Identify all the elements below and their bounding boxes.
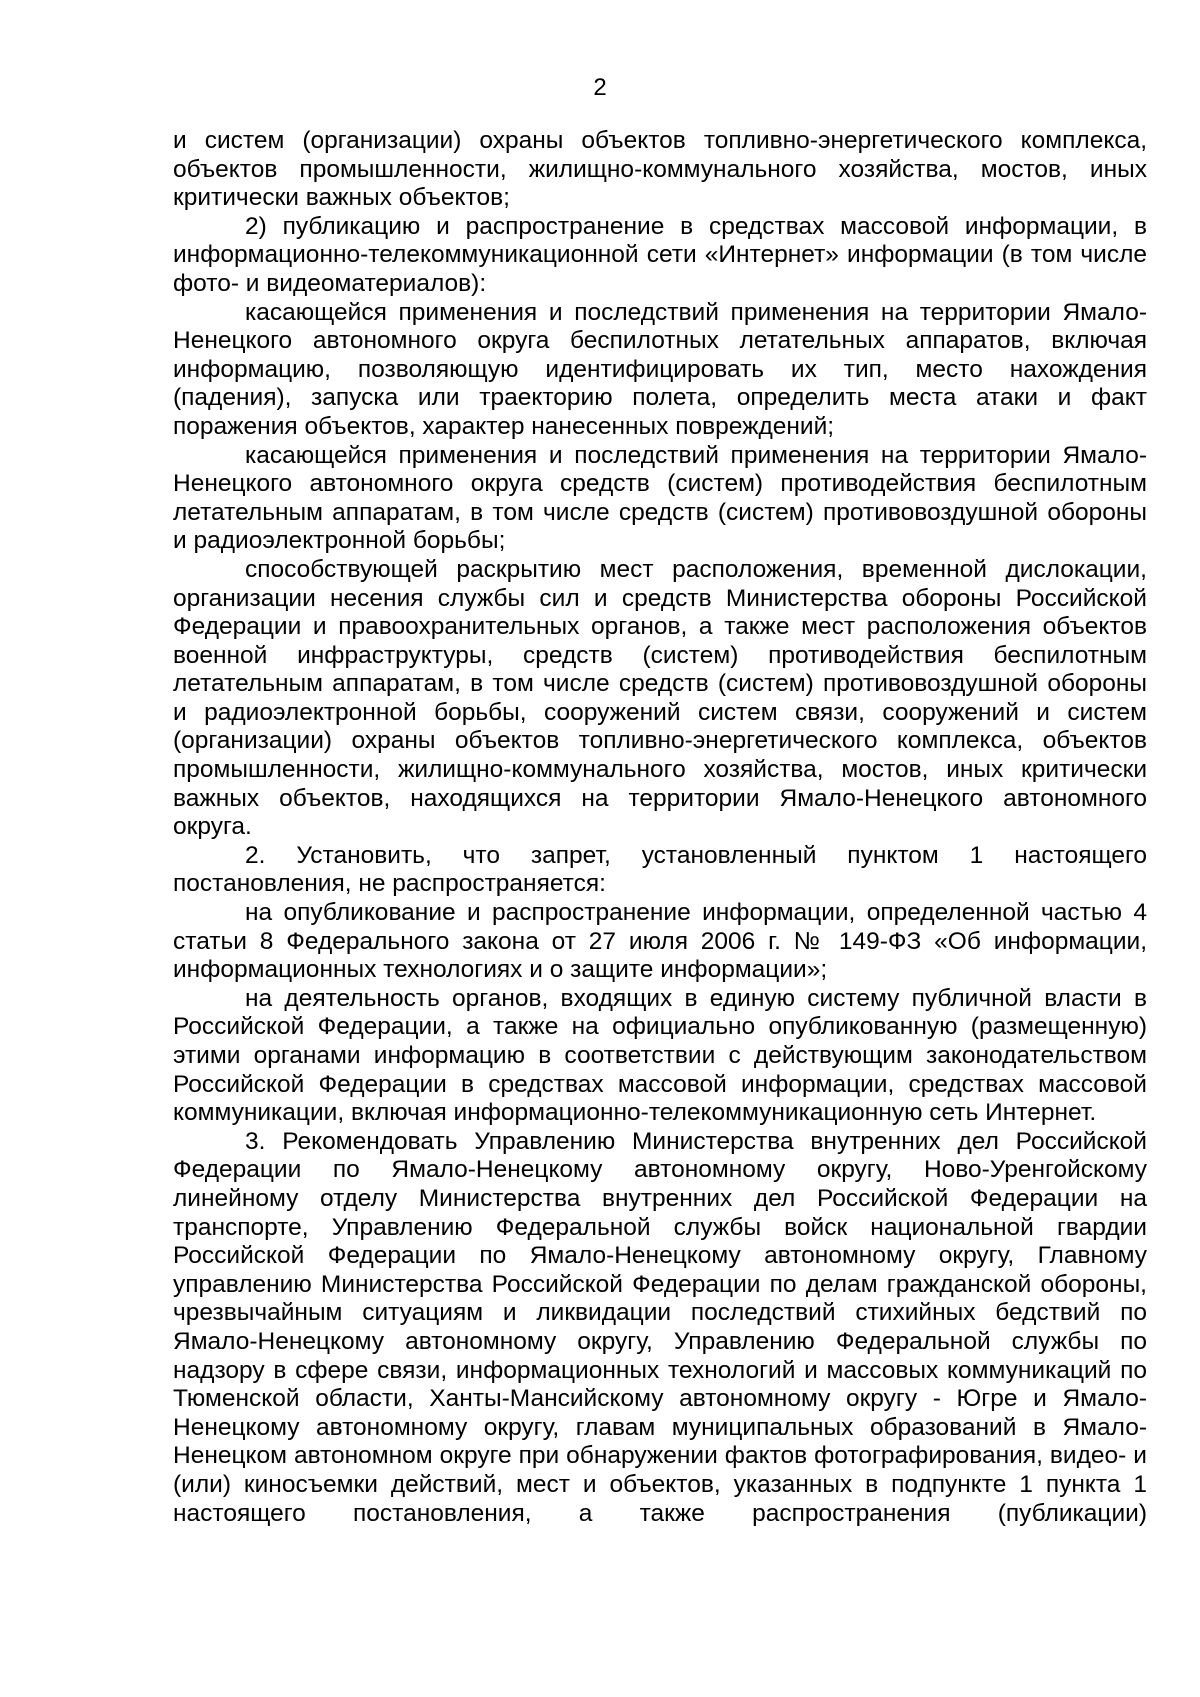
paragraph-public-authority-exception: на деятельность органов, входящих в единую систему публичной власти в Российской Федерации, а также на официально опубликованную (размещенную) этими органами информацию в соответствии с действующим законодательством Российской Федерации в средствах массовой информации, средствах массовой коммуникации, включая информационно-телекоммуникационную сеть Интернет.: [173, 984, 1147, 1127]
paragraph-point-3: 3. Рекомендовать Управлению Министерства внутренних дел Российской Федерации по Ямало-Ненецкому автономному округу, Ново-Уренгойскому линейному отделу Министерства внутренних дел Российской Федерации на транспорте, Управлению Федеральной службы войск национальной гвардии Российской Федерации по Ямало-Ненецкому автономному округу, Главному управлению Министерства Российской Федерации по делам гражданской обороны, чрезвычайным ситуациям и ликвидации последствий стихийных бедствий по Ямало-Ненецкому автономному округу, Управлению Федеральной службы по надзору в сфере связи, информационных технологий и массовых коммуникаций по Тюменской области, Ханты-Мансийскому автономному округу - Югре и Ямало-Ненецкому автономному округу, главам муниципальных образований в Ямало-Ненецком автономном округе при обнаружении фактов фотографирования, видео- и (или) киносъемки действий, мест и объектов, указанных в подпункте 1 пункта 1 настоящего постановления, а также распространения (публикации): [173, 1127, 1147, 1527]
page-number: 2: [593, 74, 607, 101]
paragraph-point-2: 2. Установить, что запрет, установленный пунктом 1 настоящего постановления, не распространяется:: [173, 841, 1147, 898]
paragraph-locations-disclosure: способствующей раскрытию мест расположения, временной дислокации, организации несения службы сил и средств Министерства обороны Российской Федерации и правоохранительных органов, а также мест расположения объектов военной инфраструктуры, средств (систем) противодействия беспилотным летательным аппаратам, в том числе средств (систем) противовоздушной обороны и радиоэлектронной борьбы, сооружений систем связи, сооружений и систем (организации) охраны объектов топливно-энергетического комплекса, объектов промышленности, жилищно-коммунального хозяйства, мостов, иных критически важных объектов, находящихся на территории Ямало-Ненецкого автономного округа.: [173, 555, 1147, 841]
document-body: [173, 127, 1147, 1528]
paragraph-counter-uav: касающейся применения и последствий применения на территории Ямало-Ненецкого автономного округа средств (систем) противодействия беспилотным летательным аппаратам, в том числе средств (систем) противовоздушной обороны и радиоэлектронной борьбы;: [173, 441, 1147, 555]
paragraph-continuation: и систем (организации) охраны объектов топливно-энергетического комплекса, объектов промышленности, жилищно-коммунального хозяйства, мостов, иных критически важных объектов;: [173, 127, 1147, 212]
paragraph-federal-law-exception: на опубликование и распространение информации, определенной частью 4 статьи 8 Федерального закона от 27 июля 2006 г. № 149-ФЗ «Об информации, информационных технологиях и о защите информации»;: [173, 899, 1147, 984]
paragraph-uav-application: касающейся применения и последствий применения на территории Ямало-Ненецкого автономного округа беспилотных летательных аппаратов, включая информацию, позволяющую идентифицировать их тип, место нахождения (падения), запуска или траекторию полета, определить места атаки и факт поражения объектов, характер нанесенных повреждений;: [173, 298, 1147, 440]
paragraph-item-2-publication: 2) публикацию и распространение в средствах массовой информации, в информационно-телекоммуникационной сети «Интернет» информации (в том числе фото- и видеоматериалов):: [173, 212, 1147, 297]
